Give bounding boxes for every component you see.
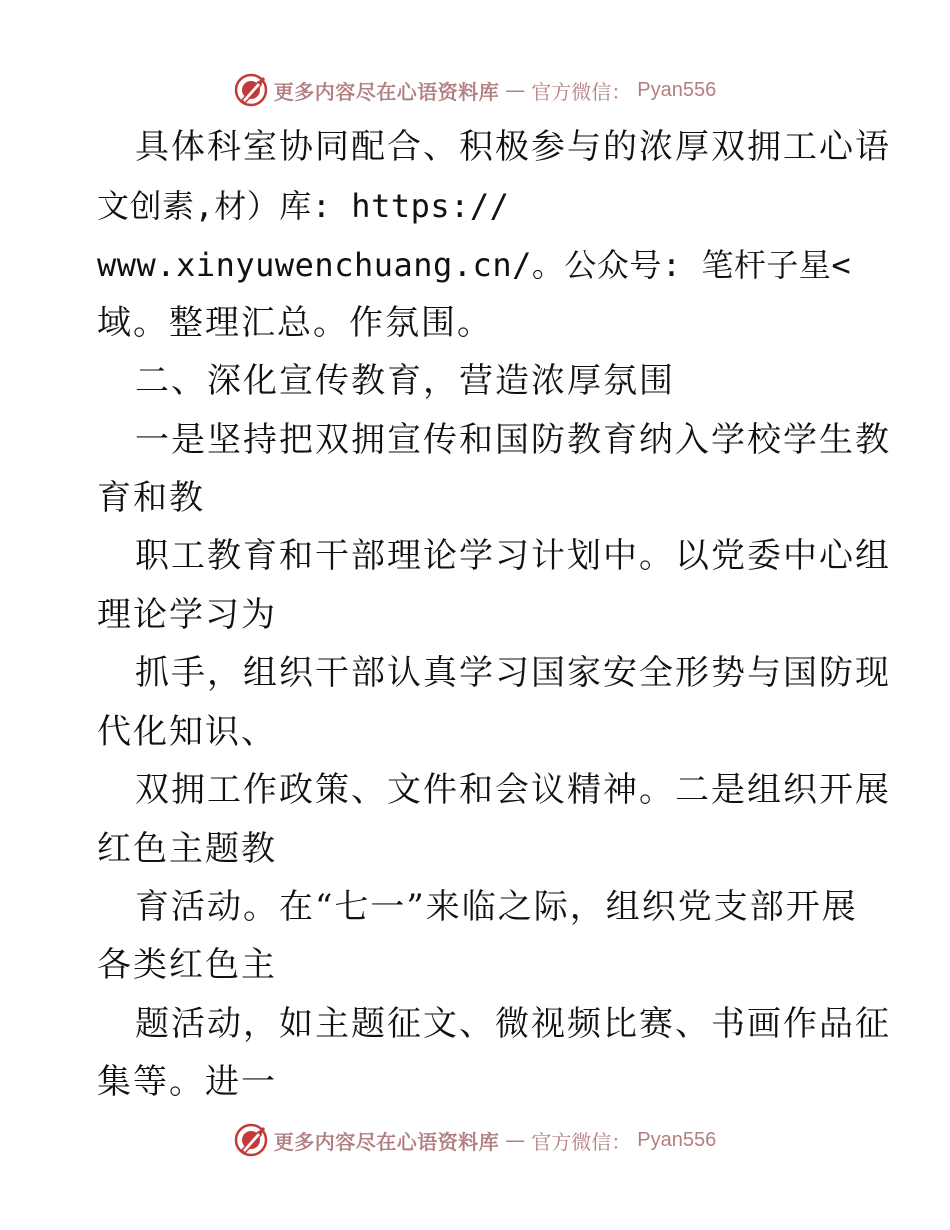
text-line: 抓手，组织干部认真学习国家安全形势与国防现 bbox=[135, 653, 891, 693]
section-heading: 二、深化宣传教育，营造浓厚氛围 bbox=[135, 361, 675, 401]
banner-separator: — bbox=[505, 1128, 526, 1152]
banner-brand-text: 更多内容尽在心语资料库 bbox=[273, 79, 500, 104]
text-line: 题活动，如主题征文、微视频比赛、书画作品征 bbox=[135, 1004, 891, 1044]
text-line: 具体科室协同配合、积极参与的浓厚双拥工心语 bbox=[135, 127, 891, 167]
banner-wechat-label: 官方微信： bbox=[531, 1129, 632, 1154]
header-watermark-banner bbox=[0, 70, 950, 110]
text-line: 理论学习为 bbox=[97, 595, 277, 635]
text-line: 各类红色主 bbox=[97, 945, 277, 985]
text-line: 代化知识、 bbox=[97, 712, 277, 752]
text-line: 集等。进一 bbox=[97, 1062, 277, 1102]
banner-separator: — bbox=[505, 78, 526, 102]
text-line: 文创素,材）库: https:// bbox=[97, 187, 510, 225]
text-line: 育活动。在“七一”来临之际，组织党支部开展 bbox=[135, 887, 858, 927]
text-line: www.xinyuwenchuang.cn/。公众号: 笔杆子星< bbox=[97, 246, 852, 284]
pen-logo-icon bbox=[234, 73, 268, 107]
footer-watermark-banner bbox=[0, 1120, 950, 1160]
banner-brand-text: 更多内容尽在心语资料库 bbox=[273, 1129, 500, 1154]
text-line: 职工教育和干部理论学习计划中。以党委中心组 bbox=[135, 536, 891, 576]
text-line: 双拥工作政策、文件和会议精神。二是组织开展 bbox=[135, 770, 891, 810]
text-line: 红色主题教 bbox=[97, 829, 277, 869]
text-line: 域。整理汇总。作氛围。 bbox=[97, 303, 493, 343]
text-line: 一是坚持把双拥宣传和国防教育纳入学校学生教 bbox=[135, 420, 891, 460]
banner-wechat-id: Pyan556 bbox=[637, 78, 717, 101]
text-line: 育和教 bbox=[97, 478, 205, 518]
banner-wechat-id: Pyan556 bbox=[637, 1128, 717, 1151]
banner-wechat-label: 官方微信： bbox=[531, 79, 632, 104]
pen-logo-icon bbox=[234, 1123, 268, 1157]
